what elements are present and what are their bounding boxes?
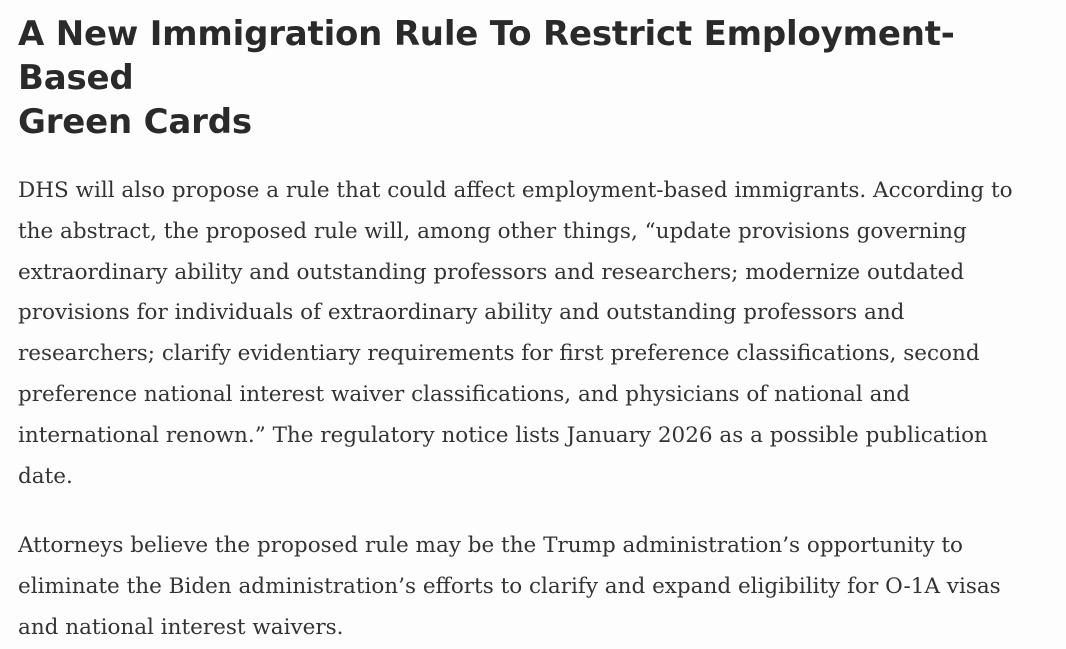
- paragraph-line: eliminate the Biden administration’s efforts to clarify and expand eligibility for O-1A visas: [18, 574, 1001, 600]
- paragraph-line: international renown.” The regulatory notice lists January 2026 as a possible publication: [18, 422, 988, 448]
- paragraph-line: date.: [18, 463, 73, 489]
- heading-line-1: A New Immigration Rule To Restrict Employment-Based: [18, 14, 955, 98]
- paragraph-line: extraordinary ability and outstanding professors and researchers; modernize outdated: [18, 259, 965, 285]
- paragraph-line: researchers; clarify evidentiary requirements for first preference classifications, second: [18, 341, 980, 367]
- paragraph-line: DHS will also propose a rule that could affect employment-based immigrants. According to: [18, 178, 1013, 203]
- paragraph-attorneys-opinion: [18, 526, 1046, 648]
- paragraph-dhs-proposed-rule: [18, 171, 1046, 497]
- section-heading: [18, 12, 1046, 144]
- paragraph-line: preference national interest waiver classifications, and physicians of national and: [18, 381, 910, 407]
- paragraph-line: and national interest waivers.: [18, 614, 344, 640]
- paragraph-line: provisions for individuals of extraordinary ability and outstanding professors and: [18, 300, 905, 326]
- paragraph-line: Attorneys believe the proposed rule may be the Trump administration’s opportunity to: [18, 533, 964, 559]
- paragraph-line: the abstract, the proposed rule will, among other things, “update provisions governing: [18, 218, 967, 244]
- heading-line-2: Green Cards: [18, 102, 252, 142]
